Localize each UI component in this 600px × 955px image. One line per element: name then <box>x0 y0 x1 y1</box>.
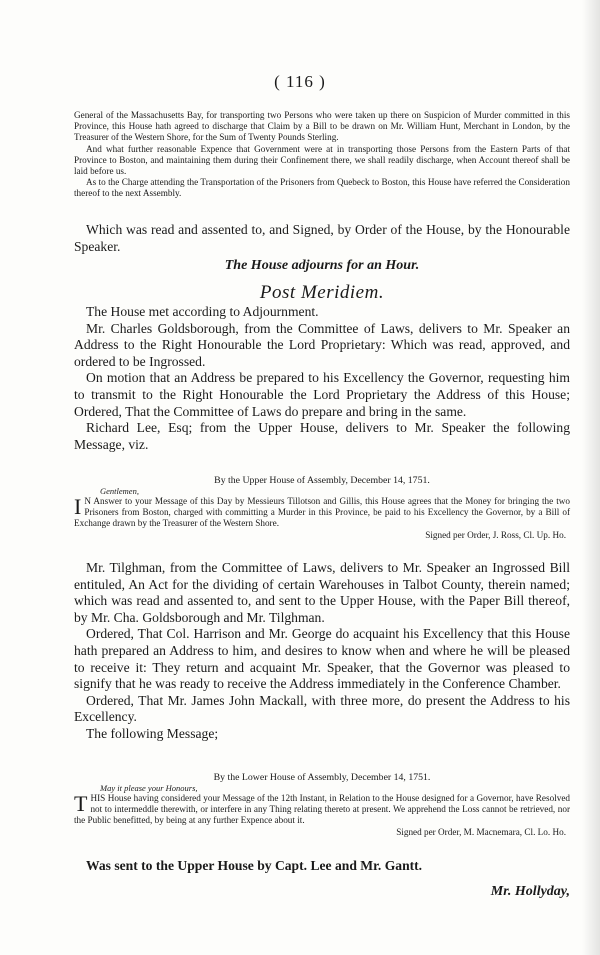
upper-message-body: I N Answer to your Message of this Day by Messieurs Tillotson and Gillis, this House agrees that the Money for bringing the two Prisoners from Boston, charged with committing a Murder in this Province, be paid to his Excellency the Governor, by a Bill of Exchange drawn by the Treasurer of the Western Shore. <box>74 494 570 529</box>
upper-message-signature: Signed per Order, J. Ross, Cl. Up. Ho. <box>425 529 566 540</box>
catchword: Mr. Hollyday, <box>490 884 570 899</box>
lower-message-dropcap: T <box>74 791 88 816</box>
upper-house-message <box>74 475 570 540</box>
motion-paragraph: On motion that an Address be prepared to his Excellency the Governor, requesting him to transmit to the Right Honourable the Lord Proprietary the Address of this House; Ordered, That the Committee of Laws do prepare and bring in the same. <box>74 370 570 419</box>
top-paragraph-3: As to the Charge attending the Transportation of the Prisoners from Quebeck to Boston, this House have referred the Consideration thereof to the next Assembly. <box>74 177 570 199</box>
adjourns-heading: The House adjourns for an Hour. <box>224 258 420 273</box>
lower-message-salutation: May it please your Honours, <box>100 783 198 793</box>
top-paragraph-2: And what further reasonable Expence that Government were at in transporting those Persons from the Eastern Parts of that Province to Boston, and maintaining them during their Confinement there, we shall readily discharge, when Account thereof shall be laid before us. <box>74 143 570 177</box>
lee-paragraph: Richard Lee, Esq; from the Upper House, delivers to Mr. Speaker the following Message, viz. <box>74 420 570 452</box>
page-number: ( 116 ) <box>274 72 326 91</box>
upper-message-dateline: By the Upper House of Assembly, December 14, 1751. <box>214 475 430 486</box>
mackall-paragraph: Ordered, That Mr. James John Mackall, with three more, do present the Address to his Excellency. <box>74 692 570 725</box>
harrison-paragraph: Ordered, That Col. Harrison and Mr. George do acquaint his Excellency that this House hath prepared an Address to him, and desires to know when and where he will be pleased to receive it: They return and acquaint Mr. Speaker, that the Governor was pleased to signify that he was ready to receive the Address immediately in the Conference Chamber. <box>74 626 570 692</box>
sent-to-upper-house-line: Was sent to the Upper House by Capt. Lee and Mr. Gantt. <box>86 858 423 873</box>
lower-message-dateline: By the Lower House of Assembly, December 14, 1751. <box>213 772 431 783</box>
lower-house-message <box>74 772 570 837</box>
afternoon-section <box>74 304 570 453</box>
read-assented-paragraph: Which was read and assented to, and Signed, by Order of the House, by the Honourable Speaker. <box>74 222 570 254</box>
middle-section <box>74 560 570 743</box>
upper-message-salutation: Gentlemen, <box>100 486 139 496</box>
page-edge-shadow <box>582 0 600 955</box>
lower-message-body: THIS House having considered your Message of the 12th Instant, in Relation to the House designed for a Governor, have Resolved not to intermeddle therewith, or interfere in any Thing relating thereto at present. We apprehend the Loss cannot be retrieved, nor the Public benefitted, by being at any further Expence about it. <box>74 791 570 826</box>
tilghman-paragraph: Mr. Tilghman, from the Committee of Laws, delivers to Mr. Speaker an Ingrossed Bill entituled, An Act for the dividing of certain Warehouses in Talbot County, therein named; which was read and assented to, and sent to the Upper House, with the Paper Bill thereof, by Mr. Cha. Goldsborough and Mr. Tilghman. <box>74 560 570 625</box>
upper-message-dropcap: I <box>74 494 82 519</box>
goldsborough-paragraph: Mr. Charles Goldsborough, from the Committee of Laws, delivers to Mr. Speaker an Address to the Right Honourable the Lord Proprietary: Which was read, approved, and ordered to be Ingrossed. <box>74 320 570 369</box>
lower-message-signature: Signed per Order, M. Macnemara, Cl. Lo. Ho. <box>396 826 566 837</box>
house-met-line: The House met according to Adjournment. <box>86 304 319 319</box>
following-message-line: The following Message; <box>86 725 219 741</box>
post-meridiem-heading: Post Meridiem. <box>259 282 385 303</box>
top-paragraph-1: General of the Massachusetts Bay, for transporting two Persons who were taken up there on Suspicion of Murder committed in this Province, this House hath agreed to discharge that Claim by a Bill to be drawn on Mr. William Hunt, Merchant in London, by the Treasurer of the Western Shore, for the Sum of Twenty Pounds Sterling. <box>74 110 570 143</box>
top-section <box>74 110 570 200</box>
